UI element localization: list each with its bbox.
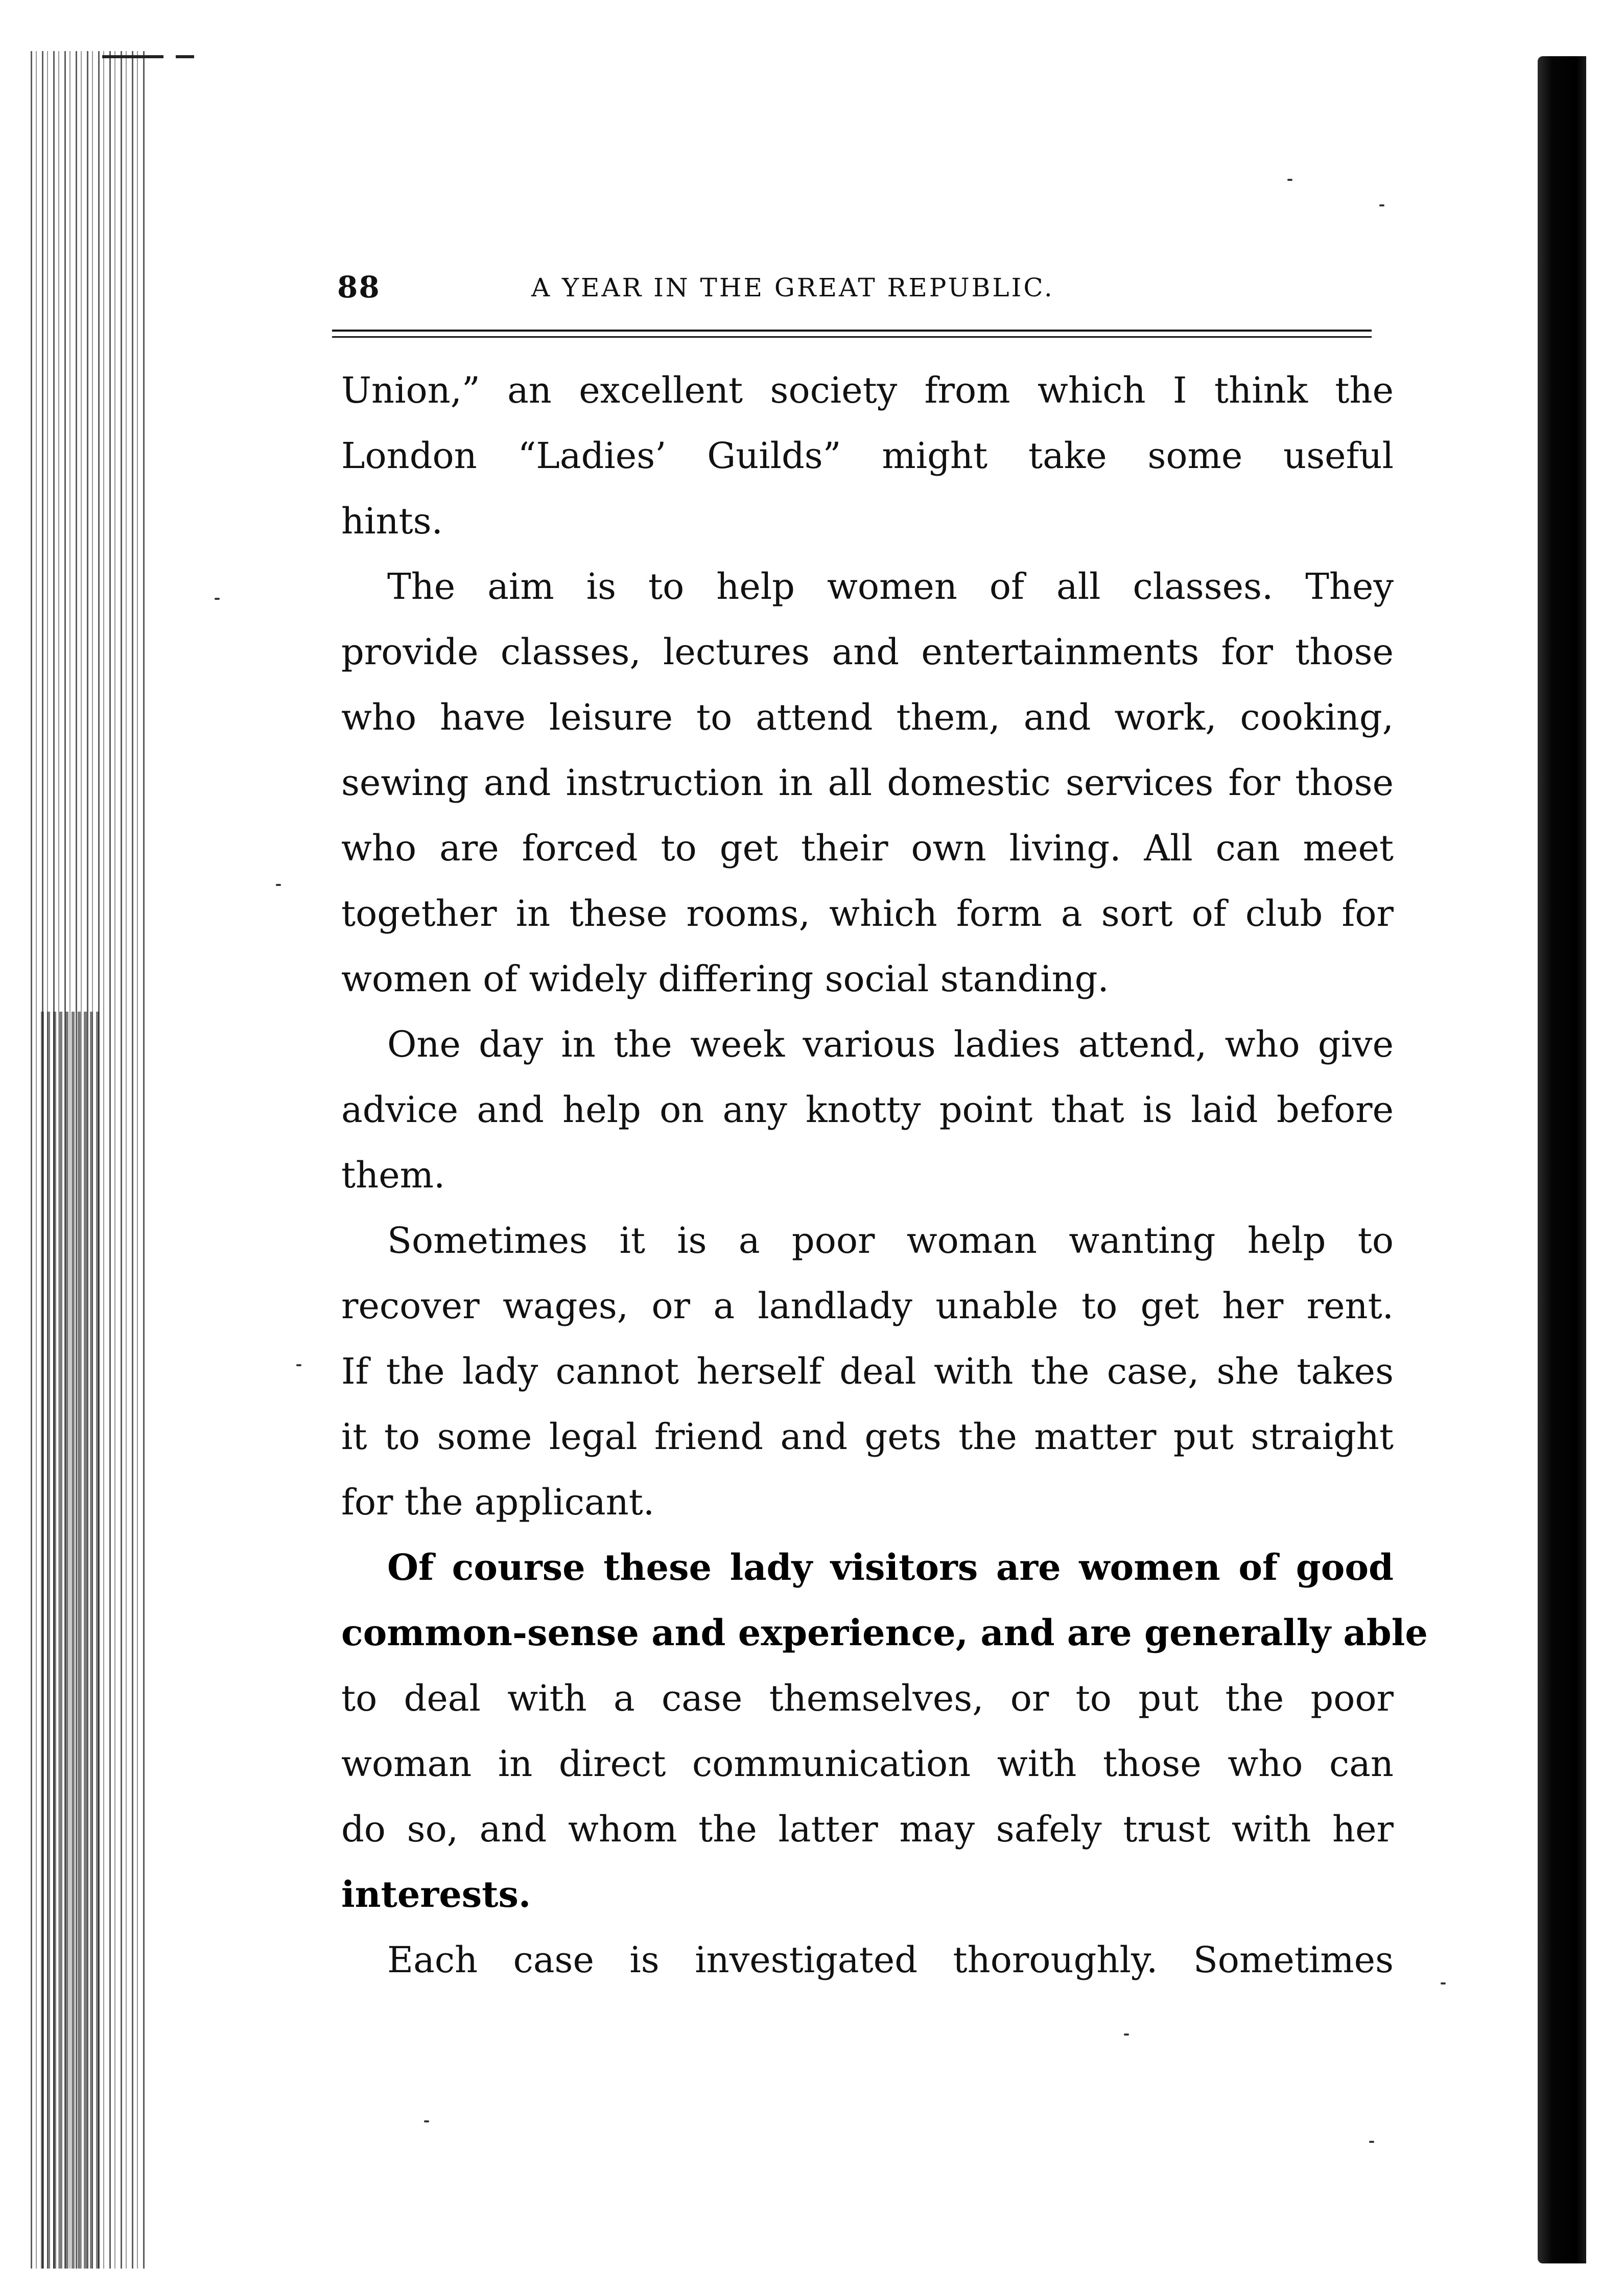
body-text bbox=[341, 358, 1428, 1993]
text-line: to deal with a case themselves, or to put the poor bbox=[341, 1677, 1394, 1719]
header-rule-double bbox=[332, 336, 1372, 338]
text-line: Each case is investigated thoroughly. Sometimes bbox=[387, 1939, 1394, 1981]
text-line: woman in direct communication with those who can bbox=[341, 1743, 1394, 1785]
scan-edge-rule bbox=[102, 55, 225, 58]
text-line: together in these rooms, which form a sort of club for bbox=[341, 893, 1394, 934]
text-line: recover wages, or a landlady unable to get her rent. bbox=[341, 1285, 1394, 1327]
text-line: Of course these lady visitors are women of good bbox=[387, 1546, 1394, 1588]
text-line: London “Ladies’ Guilds” might take some useful bbox=[341, 435, 1394, 477]
text-line: provide classes, lectures and entertainments for those bbox=[341, 631, 1394, 673]
scan-speck bbox=[296, 1364, 301, 1366]
scan-speck bbox=[424, 2120, 429, 2122]
text-line: hints. bbox=[341, 500, 443, 542]
text-line: do so, and whom the latter may safely trust with her bbox=[341, 1808, 1394, 1850]
text-line: women of widely differing social standing. bbox=[341, 958, 1109, 1000]
scan-speck bbox=[1369, 2141, 1374, 2143]
scan-speck bbox=[1441, 1982, 1446, 1984]
running-header bbox=[337, 270, 1379, 311]
scan-speck bbox=[276, 884, 281, 886]
text-line: for the applicant. bbox=[341, 1481, 655, 1523]
page-number: 88 bbox=[337, 270, 381, 305]
text-line: sewing and instruction in all domestic services for those bbox=[341, 762, 1394, 804]
page-edge-shadow-right bbox=[1538, 56, 1586, 2263]
text-line: who are forced to get their own living. All can meet bbox=[341, 827, 1394, 869]
scan-speck bbox=[215, 598, 220, 600]
scan-speck bbox=[1124, 2034, 1129, 2036]
header-rule bbox=[332, 330, 1372, 332]
text-line: interests. bbox=[341, 1873, 531, 1915]
text-line: it to some legal friend and gets the matter put straight bbox=[341, 1416, 1394, 1458]
text-line: Union,” an excellent society from which I think the bbox=[341, 369, 1394, 411]
text-line: The aim is to help women of all classes. They bbox=[387, 566, 1394, 607]
scan-speck bbox=[1287, 179, 1292, 181]
text-line: them. bbox=[341, 1154, 445, 1196]
text-line: common-sense and experience, and are generally able bbox=[341, 1611, 1428, 1654]
text-line: advice and help on any knotty point that is laid before bbox=[341, 1089, 1394, 1131]
binding-dark-band bbox=[41, 1012, 102, 2269]
running-title: A YEAR IN THE GREAT REPUBLIC. bbox=[531, 273, 1054, 302]
text-line: Sometimes it is a poor woman wanting help to bbox=[387, 1220, 1394, 1261]
text-line: One day in the week various ladies attend, who give bbox=[387, 1023, 1394, 1065]
text-line: who have leisure to attend them, and work, cooking, bbox=[341, 696, 1394, 738]
scan-speck bbox=[1379, 204, 1384, 206]
text-line: If the lady cannot herself deal with the case, she takes bbox=[341, 1350, 1394, 1392]
